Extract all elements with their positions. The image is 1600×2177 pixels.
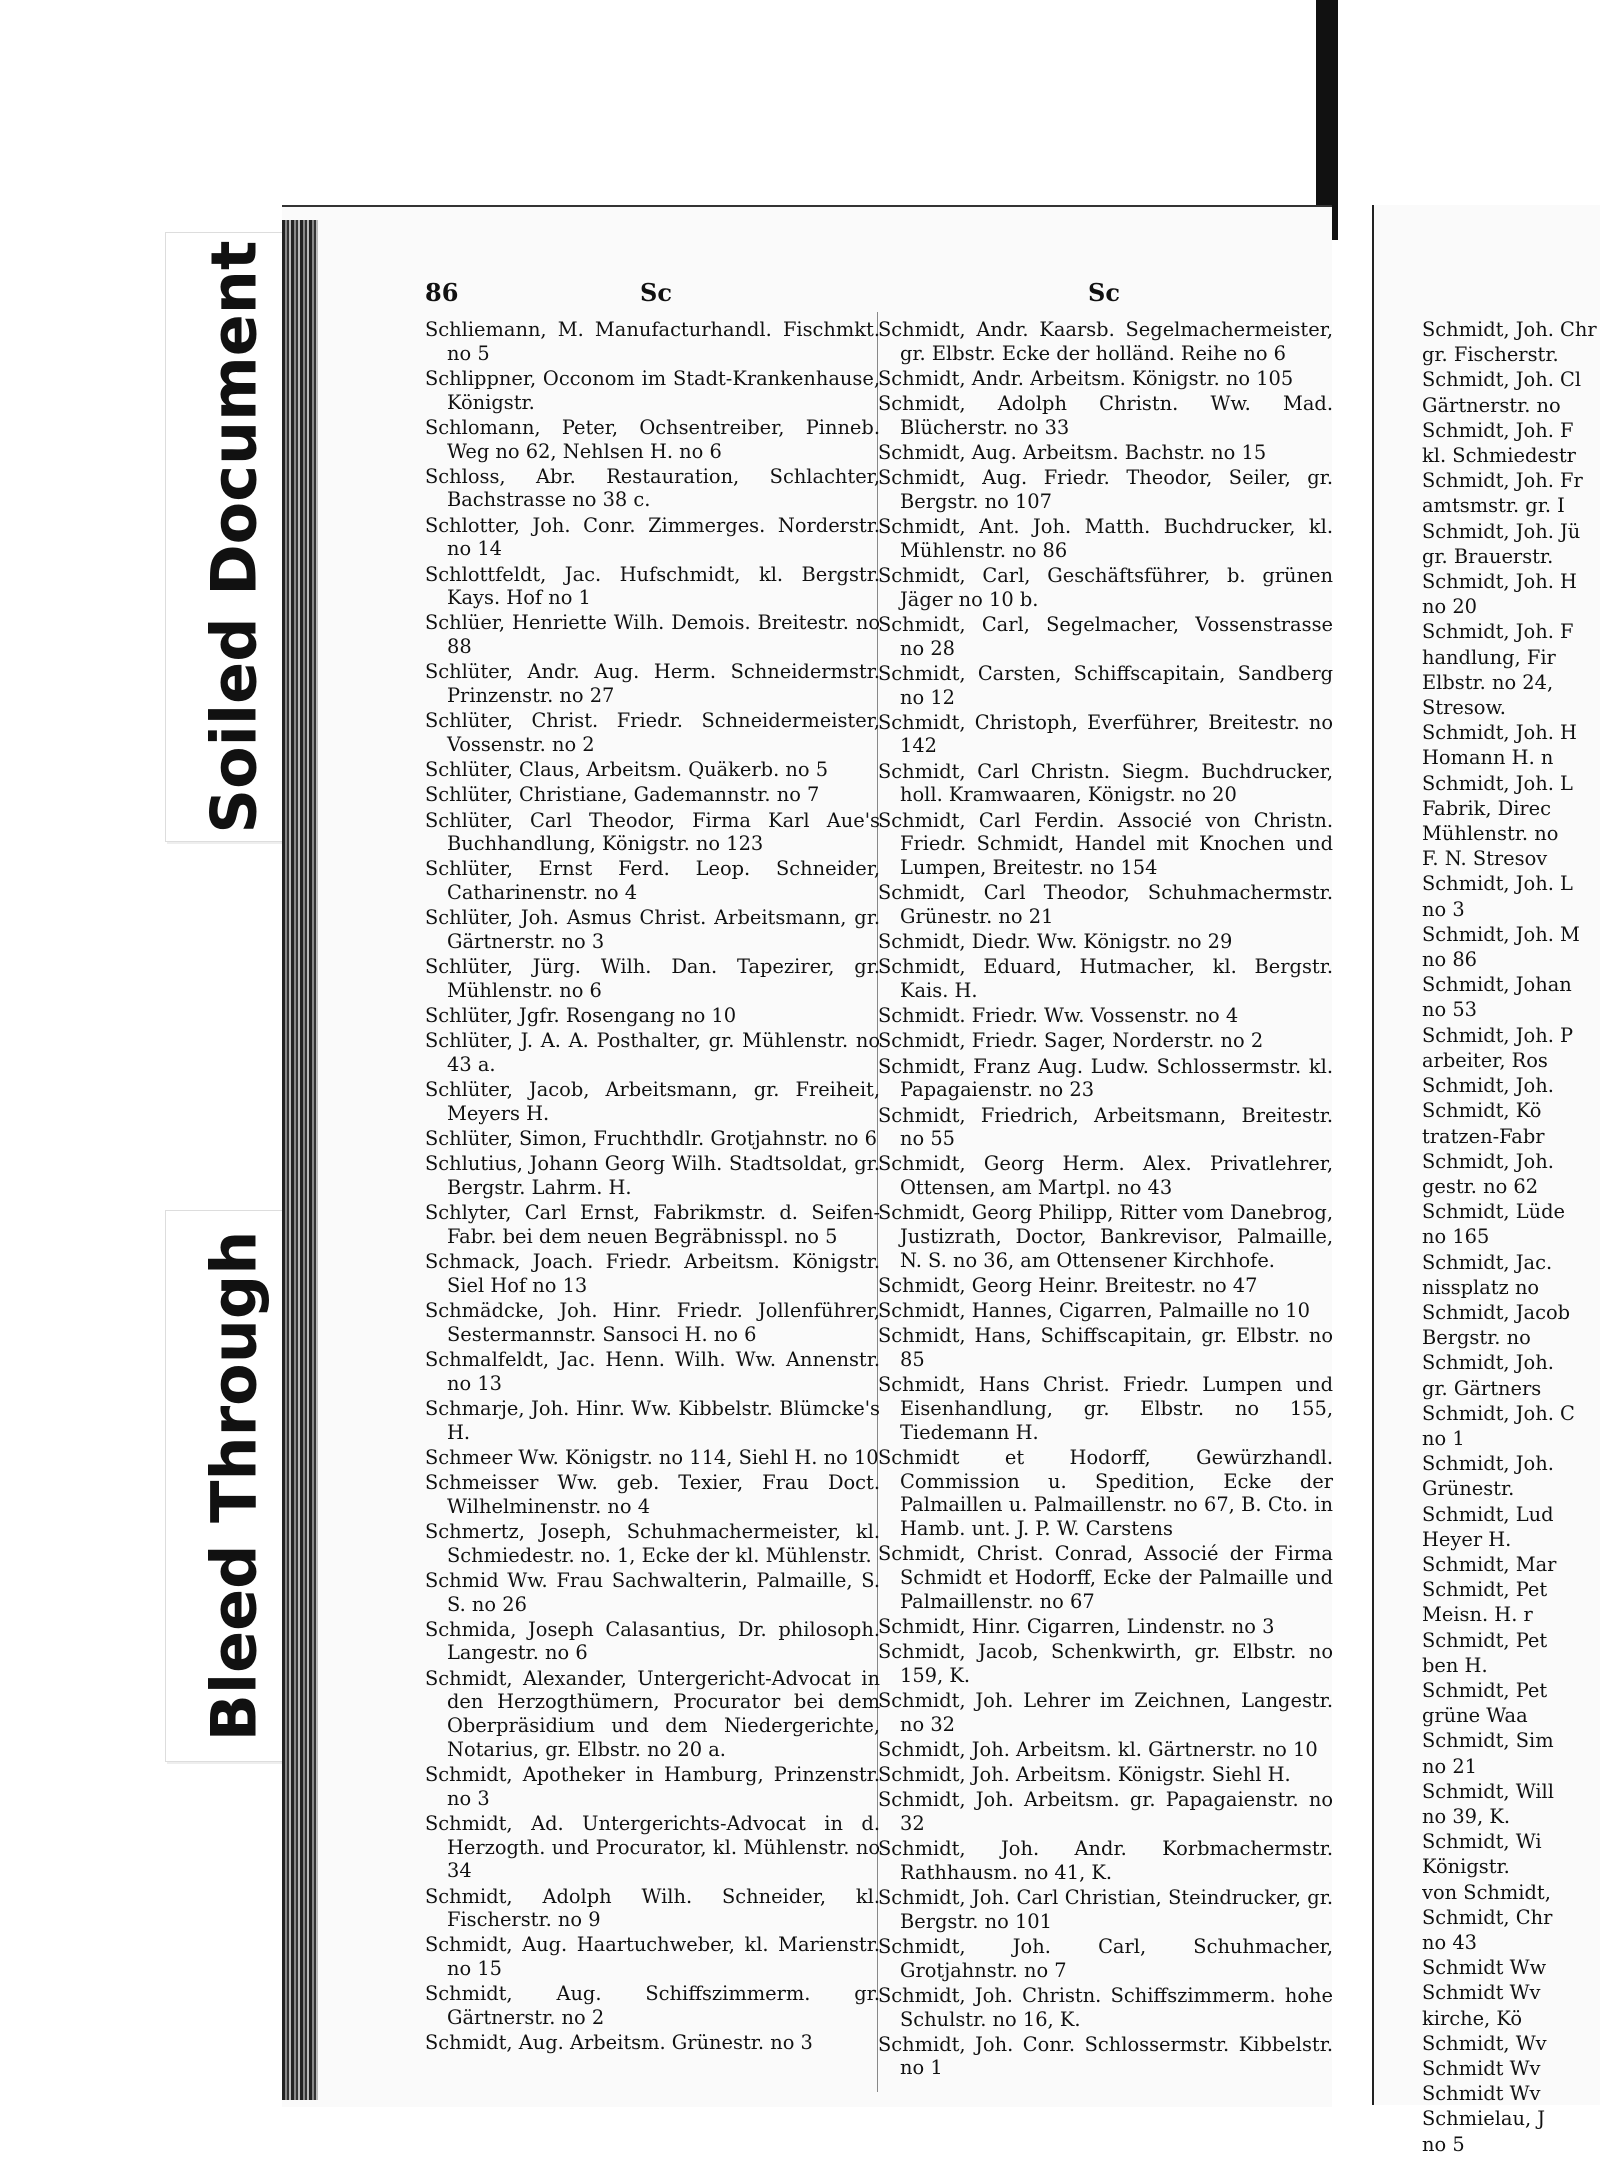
directory-entry: Schlüter, Christ. Friedr. Schneidermeister, Vossenstr. no 2 <box>425 709 880 756</box>
directory-entry: nissplatz no <box>1422 1275 1540 1299</box>
directory-entry: kirche, Kö <box>1422 2006 1523 2030</box>
directory-entry: Schmarje, Joh. Hinr. Ww. Kibbelstr. Blümcke's H. <box>425 1396 880 1444</box>
directory-entry: Schmidt Ww <box>1422 1956 1547 1980</box>
directory-entry: Schmidt, Aug. Arbeitsm. Bachstr. no 15 <box>878 441 1267 465</box>
bleed-through-label: Bleed Through <box>197 1230 270 1742</box>
directory-entry: Schmidt, Carsten, Schiffscapitain, Sandberg no 12 <box>878 661 1333 709</box>
directory-entry: no 1 <box>1422 1426 1465 1450</box>
directory-entry: Schmidt, Christ. Conrad, Associé der Firma Schmidt et Hodorff, Ecke der Palmaille und Palmaillenstr. no 67 <box>878 1542 1333 1613</box>
directory-entry: no 21 <box>1422 1754 1478 1778</box>
directory-entry: Schmidt, Mar <box>1422 1552 1557 1576</box>
directory-entry: Schmidt, Wv <box>1422 2031 1547 2055</box>
left-column <box>425 318 880 2056</box>
directory-entry: Schmidt, Carl, Geschäftsführer, b. grünen Jäger no 10 b. <box>878 564 1333 611</box>
directory-entry: grüne Waa <box>1422 1704 1528 1728</box>
directory-entry: Schmidt, Hans, Schiffscapitain, gr. Elbstr. no 85 <box>878 1324 1333 1372</box>
directory-entry: Schmidt, Joh. <box>1422 1351 1554 1375</box>
directory-entry: Schmid Ww. Frau Sachwalterin, Palmaille, S. S. no 26 <box>425 1568 880 1616</box>
directory-entry: Schlottfeldt, Jac. Hufschmidt, kl. Bergstr. Kays. Hof no 1 <box>425 562 880 610</box>
directory-entry: Schmidt, Andr. Kaarsb. Segelmachermeister, gr. Elbstr. Ecke der holländ. Reihe no 6 <box>878 318 1333 365</box>
directory-entry: Schmidt, Joh. Andr. Korbmachermstr. Rathhausm. no 41, K. <box>878 1837 1333 1884</box>
directory-entry: F. N. Stresov <box>1422 847 1548 871</box>
directory-entry: Schlüter, Ernst Ferd. Leop. Schneider, Catharinenstr. no 4 <box>425 857 880 905</box>
directory-entry: Schmielau, J <box>1422 2107 1546 2131</box>
directory-entry: Schmidt, Joh. F <box>1422 620 1574 644</box>
directory-entry: Schmidt, Georg Herm. Alex. Privatlehrer, Ottensen, am Martpl. no 43 <box>878 1152 1333 1200</box>
directory-entry: Schmidt, Ad. Untergerichts-Advocat in d. Herzogth. und Procurator, kl. Mühlenstr. no 34 <box>425 1811 880 1883</box>
directory-entry: tratzen-Fabr <box>1422 1124 1545 1148</box>
directory-entry: Schliemann, M. Manufacturhandl. Fischmkt. no 5 <box>425 318 880 365</box>
directory-entry: Schmidt, Wi <box>1422 1830 1542 1854</box>
directory-entry: Schmidt, Joh. Christn. Schiffszimmerm. hohe Schulstr. no 16, K. <box>878 1983 1333 2031</box>
directory-entry: Schmack, Joach. Friedr. Arbeitsm. Königstr. Siel Hof no 13 <box>425 1250 880 1297</box>
directory-entry: Schmidt, Joh. Conr. Schlossermstr. Kibbelstr. no 1 <box>878 2032 1333 2080</box>
directory-entry: von Schmidt, <box>1422 1880 1551 1904</box>
directory-entry: Schmidt, Lüde <box>1422 1200 1566 1224</box>
directory-entry: Schmidt, Kö <box>1422 1099 1542 1123</box>
directory-entry: Schmidt, Joh. H <box>1422 721 1577 745</box>
directory-entry: Schmidt, Chr <box>1422 1905 1553 1929</box>
directory-entry: Schlüter, Christiane, Gademannstr. no 7 <box>425 783 820 807</box>
directory-entry: Schmidt, Christoph, Everführer, Breitestr. no 142 <box>878 710 1333 758</box>
directory-entry: Schmidt, Ant. Joh. Matth. Buchdrucker, kl. Mühlenstr. no 86 <box>878 515 1333 562</box>
directory-entry: handlung, Fir <box>1422 645 1556 669</box>
directory-entry: Schlüter, Andr. Aug. Herm. Schneidermstr. Prinzenstr. no 27 <box>425 660 880 708</box>
directory-entry: Schmidt, Pet <box>1422 1578 1548 1602</box>
directory-entry: gestr. no 62 <box>1422 1174 1539 1198</box>
directory-entry: Schmidt, Apotheker in Hamburg, Prinzenstr. no 3 <box>425 1762 880 1810</box>
directory-entry: Schlyter, Carl Ernst, Fabrikmstr. d. Seifen-Fabr. bei dem neuen Begräbnisspl. no 5 <box>425 1201 880 1249</box>
directory-entry: no 3 <box>1422 897 1465 921</box>
directory-entry: Schmidt, Sim <box>1422 1729 1554 1753</box>
directory-entry: Fabrik, Direc <box>1422 796 1552 820</box>
directory-entry: Gärtnerstr. no <box>1422 393 1561 417</box>
directory-entry: no 39, K. <box>1422 1804 1510 1828</box>
directory-entry: Schmidt, Joh. H <box>1422 570 1577 594</box>
scan-frame-bar <box>1316 0 1338 240</box>
directory-entry: Schmidt, Jacob <box>1422 1300 1571 1324</box>
directory-entry: Schmidt, Joh. M <box>1422 922 1580 946</box>
right-column <box>1422 318 1600 2158</box>
directory-entry: Schmidt, Aug. Schiffszimmerm. gr. Gärtnerstr. no 2 <box>425 1982 880 2030</box>
directory-entry: no 43 <box>1422 1931 1478 1954</box>
directory-entry: Schmidt. Friedr. Ww. Vossenstr. no 4 <box>878 1004 1239 1028</box>
directory-entry: Schmädcke, Joh. Hinr. Friedr. Jollenführer, Sestermannstr. Sansoci H. no 6 <box>425 1299 880 1346</box>
directory-entry: Schmidt, Joh. Cl <box>1422 368 1582 392</box>
directory-entry: Schlomann, Peter, Ochsentreiber, Pinneb. Weg no 62, Nehlsen H. no 6 <box>425 415 880 463</box>
directory-entry: Schlüter, Jacob, Arbeitsmann, gr. Freiheit, Meyers H. <box>425 1078 880 1125</box>
directory-entry: Schmertz, Joseph, Schuhmachermeister, kl. Schmiedestr. no. 1, Ecke der kl. Mühlenstr. <box>425 1519 880 1567</box>
directory-entry: Schmidt, Joh. <box>1422 1452 1554 1476</box>
directory-entry: arbeiter, Ros <box>1422 1048 1548 1072</box>
directory-entry: Schmidt, Aug. Arbeitsm. Grünestr. no 3 <box>425 2031 813 2055</box>
directory-entry: Schmidt, Joh. C <box>1422 1401 1575 1425</box>
directory-entry: Schmidt, Hans Christ. Friedr. Lumpen und Eisenhandlung, gr. Elbstr. no 155, Tiedemann H. <box>878 1373 1333 1444</box>
header-right: Sc <box>1088 278 1120 307</box>
directory-entry: Schmidt, Lud <box>1422 1502 1554 1526</box>
directory-entry: gr. Fischerstr. <box>1422 343 1559 367</box>
directory-entry: Schmidt, Friedr. Sager, Norderstr. no 2 <box>878 1029 1264 1053</box>
directory-entry: Schmidt, Carl Theodor, Schuhmachermstr. Grünestr. no 21 <box>878 881 1333 928</box>
directory-entry: Schmidt, Joh. <box>1422 1074 1554 1098</box>
directory-entry: Schmidt, Pet <box>1422 1628 1548 1652</box>
directory-entry: ben H. <box>1422 1653 1488 1677</box>
directory-entry: Schmidt, Hinr. Cigarren, Lindenstr. no 3 <box>878 1614 1275 1638</box>
directory-entry: Schlotter, Joh. Conr. Zimmerges. Norderstr. no 14 <box>425 513 880 561</box>
directory-entry: Schmida, Joseph Calasantius, Dr. philosoph. Langestr. no 6 <box>425 1617 880 1665</box>
directory-entry: Homann H. n <box>1422 746 1554 770</box>
directory-entry: no 86 <box>1422 948 1478 972</box>
directory-entry: Schmidt, Joh. Arbeitsm. kl. Gärtnerstr. no 10 <box>878 1737 1318 1761</box>
directory-entry: Schmidt, Joh. L <box>1422 771 1573 795</box>
directory-entry: Heyer H. <box>1422 1527 1512 1551</box>
directory-entry: Schmidt, Joh. Lehrer im Zeichnen, Langestr. no 32 <box>878 1688 1333 1736</box>
directory-entry: Schmidt, Eduard, Hutmacher, kl. Bergstr. Kais. H. <box>878 955 1333 1002</box>
middle-column <box>878 318 1333 2082</box>
directory-entry: Schmidt, Aug. Haartuchweber, kl. Marienstr. no 15 <box>425 1933 880 1981</box>
directory-entry: Schmidt, Jacob, Schenkwirth, gr. Elbstr. no 159, K. <box>878 1639 1333 1687</box>
directory-entry: no 5 <box>1422 2132 1465 2156</box>
directory-entry: Schmidt, Alexander, Untergericht-Advocat in den Herzogthümern, Procurator bei dem Oberpräsidium und dem Niedergerichte, Notarius, gr. Elbstr. no 20 a. <box>425 1666 880 1761</box>
page-number: 86 <box>425 278 459 307</box>
directory-entry: Meisn. H. r <box>1422 1603 1533 1627</box>
directory-entry: no 165 <box>1422 1225 1490 1249</box>
directory-entry: Schlüter, Claus, Arbeitsm. Quäkerb. no 5 <box>425 758 829 782</box>
directory-entry: Schlüter, Simon, Fruchthdlr. Grotjahnstr. no 6 <box>425 1127 877 1151</box>
directory-entry: Schmidt, Will <box>1422 1779 1554 1803</box>
directory-entry: Schmidt Wv <box>1422 1981 1541 2005</box>
directory-entry: Schmidt, Friedrich, Arbeitsmann, Breitestr. no 55 <box>878 1103 1333 1151</box>
directory-entry: Schmidt, Adolph Christn. Ww. Mad. Blücherstr. no 33 <box>878 392 1333 439</box>
directory-entry: Schlüter, Jürg. Wilh. Dan. Tapezirer, gr. Mühlenstr. no 6 <box>425 955 880 1002</box>
directory-entry: gr. Gärtners <box>1422 1376 1542 1400</box>
directory-entry: Königstr. <box>1422 1855 1510 1879</box>
directory-entry: amtsmstr. gr. I <box>1422 494 1565 518</box>
directory-entry: Schlippner, Occonom im Stadt-Krankenhause, Königstr. <box>425 366 880 414</box>
directory-entry: Schmalfeldt, Jac. Henn. Wilh. Ww. Annenstr. no 13 <box>425 1348 880 1395</box>
directory-entry: Grünestr. <box>1422 1477 1515 1501</box>
directory-entry: Schmidt, Joh. <box>1422 1149 1554 1173</box>
directory-entry: kl. Schmiedestr <box>1422 444 1576 468</box>
directory-entry: gr. Brauerstr. <box>1422 544 1554 568</box>
directory-entry: Schmidt, Adolph Wilh. Schneider, kl. Fischerstr. no 9 <box>425 1884 880 1932</box>
directory-entry: Elbstr. no 24, <box>1422 670 1554 694</box>
directory-entry: Schlüter, J. A. A. Posthalter, gr. Mühlenstr. no 43 a. <box>425 1029 880 1077</box>
directory-entry: Schmidt, Franz Aug. Ludw. Schlossermstr. kl. Papagaienstr. no 23 <box>878 1054 1333 1102</box>
directory-entry: Schmidt, Johan <box>1422 973 1572 997</box>
directory-entry: Schmidt, Joh. Fr <box>1422 469 1583 493</box>
header-left: Sc <box>640 278 672 307</box>
directory-entry: Schmidt, Georg Philipp, Ritter vom Danebrog, Justizrath, Doctor, Bankrevisor, Palmaille, N. S. no 36, am Ottensener Kirchhofe. <box>878 1201 1334 1272</box>
directory-entry: Schmidt, Joh. Arbeitsm. Königstr. Siehl H. <box>878 1762 1291 1786</box>
directory-entry: Schmidt, Pet <box>1422 1678 1548 1702</box>
directory-entry: Schmidt, Aug. Friedr. Theodor, Seiler, gr. Bergstr. no 107 <box>878 466 1333 513</box>
directory-entry: Mühlenstr. no <box>1422 822 1559 846</box>
soiled-document-label: Soiled Document <box>197 240 270 834</box>
directory-entry: Schmidt Wv <box>1422 2057 1541 2081</box>
directory-entry: Schmidt, Diedr. Ww. Königstr. no 29 <box>878 930 1233 954</box>
directory-entry: Schlüter, Joh. Asmus Christ. Arbeitsmann, gr. Gärtnerstr. no 3 <box>425 906 880 954</box>
directory-entry: Stresow. <box>1422 696 1506 720</box>
directory-entry: Schmidt, Joh. Chr <box>1422 318 1597 341</box>
directory-entry: Bergstr. no <box>1422 1326 1531 1350</box>
directory-entry: Schmidt, Carl Christn. Siegm. Buchdrucker, holl. Kramwaaren, Königstr. no 20 <box>878 759 1333 807</box>
directory-entry: Schmidt, Joh. Arbeitsm. gr. Papagaienstr. no 32 <box>878 1788 1333 1835</box>
directory-entry: Schmidt, Andr. Arbeitsm. Königstr. no 105 <box>878 366 1294 390</box>
directory-entry: Schlüer, Henriette Wilh. Demois. Breitestr. no 88 <box>425 611 880 659</box>
directory-entry: Schmidt et Hodorff, Gewürzhandl. Commission u. Spedition, Ecke der Palmaillen u. Palmaillenstr. no 67, B. Cto. in Hamb. unt. J. P. W. Carstens <box>878 1445 1333 1540</box>
directory-entry: Schlutius, Johann Georg Wilh. Stadtsoldat, gr. Bergstr. Lahrm. H. <box>425 1152 880 1200</box>
directory-entry: Schmidt, Joh. P <box>1422 1023 1574 1047</box>
directory-entry: Schmidt, Carl, Segelmacher, Vossenstrasse no 28 <box>878 612 1333 660</box>
directory-entry: Schmidt, Joh. L <box>1422 872 1573 896</box>
directory-entry: Schlüter, Jgfr. Rosengang no 10 <box>425 1004 737 1028</box>
directory-entry: Schmidt, Hannes, Cigarren, Palmaille no 10 <box>878 1299 1310 1323</box>
directory-entry: Schlüter, Carl Theodor, Firma Karl Aue's Buchhandlung, Königstr. no 123 <box>425 808 880 856</box>
directory-entry: Schmidt, Joh. Carl Christian, Steindrucker, gr. Bergstr. no 101 <box>878 1886 1333 1933</box>
directory-entry: Schmidt, Georg Heinr. Breitestr. no 47 <box>878 1273 1258 1297</box>
directory-entry: no 20 <box>1422 595 1478 619</box>
directory-entry: Schmidt Wv <box>1422 2082 1541 2106</box>
directory-entry: Schmeisser Ww. geb. Texier, Frau Doct. Wilhelminenstr. no 4 <box>425 1471 880 1518</box>
directory-entry: Schmidt, Joh. Carl, Schuhmacher, Grotjahnstr. no 7 <box>878 1934 1333 1982</box>
directory-entry: Schloss, Abr. Restauration, Schlachter, Bachstrasse no 38 c. <box>425 464 880 512</box>
directory-entry: Schmidt, Carl Ferdin. Associé von Christn. Friedr. Schmidt, Handel mit Knochen und Lumpen, Breitestr. no 154 <box>878 808 1333 879</box>
directory-entry: Schmidt, Jac. <box>1422 1250 1553 1274</box>
directory-entry: Schmidt, Joh. F <box>1422 418 1574 442</box>
directory-entry: Schmidt, Joh. Jü <box>1422 519 1581 543</box>
directory-entry: Schmeer Ww. Königstr. no 114, Siehl H. no 10 <box>425 1445 879 1469</box>
directory-entry: no 53 <box>1422 998 1478 1022</box>
book-spine <box>282 220 318 2100</box>
